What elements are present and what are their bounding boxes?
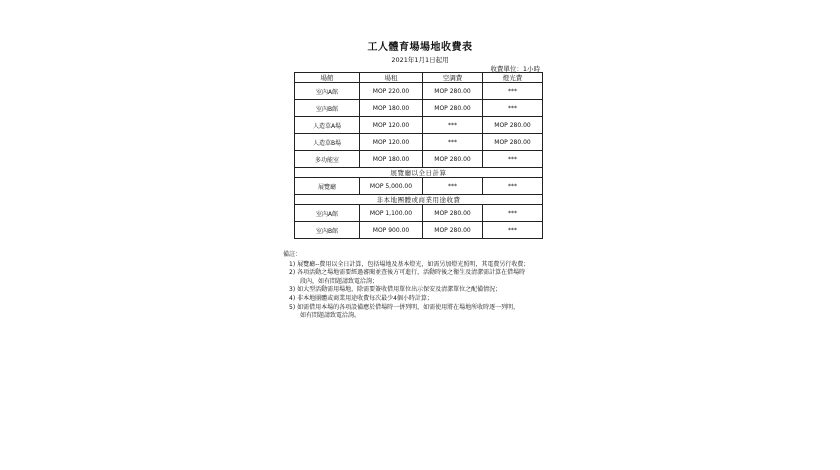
light-cell: MOP 280.00 (483, 117, 543, 134)
rent-cell: MOP 5,000.00 (360, 178, 423, 195)
note-item: 5) 如需借用本場的各項設備應於借場時一併列明，如需使用將在場地所收時逐一列明， (289, 303, 520, 311)
table-row (295, 178, 543, 195)
note-item: 4) 非本地團體或商業用途收費每次最少4個小時計算； (289, 294, 433, 302)
venue-cell: 人造草A場 (295, 117, 360, 134)
section-row-exhibition (295, 168, 543, 178)
rent-cell: MOP 1,100.00 (360, 205, 423, 222)
venue-cell: 室內A館 (295, 83, 360, 100)
table-row (295, 83, 543, 100)
note-item: 2) 各項活動之場地需要經過審閱並查後方可進行，活動時後之衛生及清潔需計算在借場時 (289, 269, 526, 277)
light-cell: *** (483, 222, 543, 239)
table-row (295, 134, 543, 151)
section-label-exhibition: 展覽廳以全日計算 (295, 168, 543, 178)
table-row (295, 205, 543, 222)
rent-cell: MOP 180.00 (360, 151, 423, 168)
fee-table (294, 72, 543, 239)
table-row (295, 222, 543, 239)
header-light: 燈光費 (483, 73, 543, 83)
venue-cell: 室內B館 (295, 222, 360, 239)
header-rent: 場租 (360, 73, 423, 83)
light-cell: *** (483, 205, 543, 222)
light-cell: *** (483, 100, 543, 117)
note-item: 3) 如大型活動需用場地，除需要簽收借用單位出示保安及清潔單位之配備情況； (289, 286, 502, 294)
note-continuation: 如有問題請致電洽詢。 (300, 312, 361, 320)
venue-cell: 展覽廳 (295, 178, 360, 195)
ac-cell: *** (423, 117, 483, 134)
note-item: 1) 展覽廳--費用以全日計算，包括場地及基本燈光，如需另加燈光照明，其電費另行收費； (289, 260, 530, 268)
ac-cell: MOP 280.00 (423, 222, 483, 239)
table-row (295, 117, 543, 134)
note-continuation: 段內，如有問題請致電洽詢； (300, 277, 379, 285)
table-header-row (295, 73, 543, 83)
notes-heading: 備註： (283, 251, 302, 258)
document-title: 工人體育場場地收費表 (367, 42, 473, 53)
charge-unit: 收費單位：1小時 (490, 65, 540, 73)
light-cell: MOP 280.00 (483, 134, 543, 151)
rent-cell: MOP 220.00 (360, 83, 423, 100)
header-venue: 場館 (295, 73, 360, 83)
table-row (295, 100, 543, 117)
rent-cell: MOP 180.00 (360, 100, 423, 117)
rent-cell: MOP 900.00 (360, 222, 423, 239)
light-cell: *** (483, 178, 543, 195)
ac-cell: *** (423, 178, 483, 195)
venue-cell: 室內B館 (295, 100, 360, 117)
rent-cell: MOP 120.00 (360, 117, 423, 134)
ac-cell: *** (423, 134, 483, 151)
header-ac: 空調費 (423, 73, 483, 83)
light-cell: *** (483, 151, 543, 168)
ac-cell: MOP 280.00 (423, 205, 483, 222)
effective-date: 2021年1月1日起用 (391, 56, 449, 64)
notes-section (283, 251, 553, 321)
venue-cell: 多功能室 (295, 151, 360, 168)
ac-cell: MOP 280.00 (423, 100, 483, 117)
ac-cell: MOP 280.00 (423, 151, 483, 168)
section-row-commercial (295, 195, 543, 205)
ac-cell: MOP 280.00 (423, 83, 483, 100)
venue-cell: 人造草B場 (295, 134, 360, 151)
light-cell: *** (483, 83, 543, 100)
table-row (295, 151, 543, 168)
venue-cell: 室內A館 (295, 205, 360, 222)
rent-cell: MOP 120.00 (360, 134, 423, 151)
section-label-commercial: 非本地團體或商業用途收費 (295, 195, 543, 205)
